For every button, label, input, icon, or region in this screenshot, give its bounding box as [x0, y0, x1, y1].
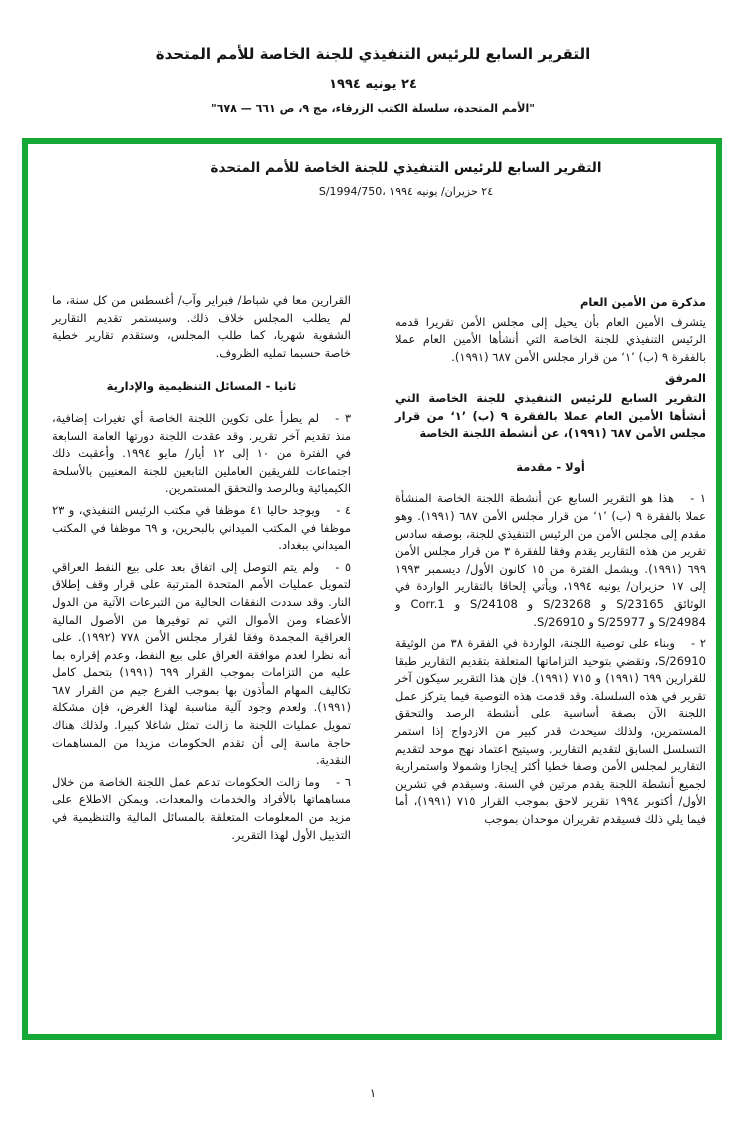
paragraph-6-text: وما زالت الحكومات تدعم عمل اللجنة الخاصة من خلال مساهماتها بالأفراد والخدمات والمعدات. ويمكن الاطلاع على مزيد من المعلومات المتعلقة بالمسائل المالية والتنظيمية في التذييل الأول لهذا التقرير.	[52, 774, 352, 842]
paragraph-6-number: ٦ -	[335, 774, 352, 789]
document-title: التقرير السابع للرئيس التنفيذي للجنة الخاصة للأمم المتحدة	[210, 160, 602, 176]
annex-title-paragraph: التقرير السابع للرئيس التنفيذي للجنة الخاصة التي أنشأها الأمين العام عملا بالفقرة ٩ (ب) ’١‘ من قرار مجلس الأمن ٦٨٧ (١٩٩١)، عن أنشطة اللجنة الخاصة	[395, 390, 706, 441]
page-number: ١	[369, 1086, 377, 1100]
column-left	[52, 292, 351, 848]
two-column-body	[28, 292, 716, 848]
paragraph-1-text: هذا هو التقرير السابع عن أنشطة اللجنة الخاصة المنشأة عملا بالفقرة ٩ (ب) ’١‘ من قرار مجلس الأمن ٦٨٧ (١٩٩١). وهو مقدم إلى مجلس الأمن من الرئيس التنفيذي للجنة، بوصفه سادس تقرير من هذه التقارير يقدم وفقا للفقرة ٣ من قرار مجلس الأمن ٦٩٩ (١٩٩١). ويشمل الفترة من ١٥ كانون الأول/ ديسمبر ١٩٩٣ إلى ١٧ حزيران/ يونيه ١٩٩٤، ويأتي إلحاقا بالتقارير الواردة في الوثائق S/23165 و S/23268 و S/24108 و Corr.1 و S/24984 و S/25977 و S/26910.	[395, 491, 707, 629]
paragraph-5-text: ولم يتم التوصل إلى اتفاق بعد على بيع النفط العراقي لتمويل عمليات الأمم المتحدة المترتبة على قرار وقف إطلاق النار. وقد سددت النفقات الحالية من التبرعات الآتية من الدول الأعضاء ومن الأموال التي تم توفيرها من الأصول المالية العراقية المجمدة وفقا لقرار مجلس الأمن ٧٧٨ (١٩٩٢). على أنه نظرا لعدم موافقة العراق على بيع النفط، وعدم إقراره بما عليه من التزامات بموجب القرار ٦٩٩ (١٩٩١) بتحمل كامل تكاليف المهام المأذون بها بموجب الفرع جيم من القرار ٦٨٧ (١٩٩١). ولعدم وجود آلية مناسبة لهذا الغرض، فإن مشكلة تمويل عمليات اللجنة ما زالت تمثل شاغلا كبيرا. ولذلك هناك حاجة ماسة إلى أن تقدم الحكومات مزيدا من المساهمات النقدية.	[52, 559, 352, 768]
note-paragraph: يتشرف الأمين العام بأن يحيل إلى مجلس الأمن تقريرا قدمه الرئيس التنفيذي للجنة الخاصة التي أنشأها الأمين العام عملا بالفقرة ٩ (ب) ’١‘ من قرار مجلس الأمن ٦٨٧ (١٩٩١).	[395, 314, 706, 364]
paragraph-1	[395, 490, 706, 631]
paragraph-4	[52, 502, 351, 555]
continuation-paragraph: القرارين معا في شباط/ فبراير وآب/ أغسطس من كل سنة، ما لم يطلب المجلس خلاف ذلك. وسيستمر تقديم التقارير الشفوية شهريا، كما طلب المجلس، وستقدم تقارير خطية خاصة حسبما تمليه الظروف.	[52, 293, 352, 360]
paragraph-2-number: ٢ -	[691, 636, 706, 651]
header-source-note: "الأمم المتحدة، سلسلة الكتب الزرقاء، مج ٩، ص ٦٦١ — ٦٧٨"	[211, 102, 535, 115]
paragraph-5-number: ٥ -	[335, 559, 352, 574]
paragraph-3-number: ٣ -	[335, 410, 352, 425]
column-right	[395, 292, 706, 848]
paragraph-4-text: ويوجد حاليا ٤١ موظفا في مكتب الرئيس التنفيذي، و ٢٣ موظفا في المكتب الميداني بالبحرين، و ٦٩ موظفا في المكتب الميداني ببغداد.	[52, 502, 352, 553]
annex-heading: المرفق	[664, 371, 706, 386]
paragraph-4-number: ٤ -	[336, 502, 352, 517]
paragraph-3-text: لم يطرأ على تكوين اللجنة الخاصة أي تغيرات إضافية، منذ تقديم آخر تقرير. وقد عقدت اللجنة دورتها العامة السابعة في الفترة من ١٠ إلى ١٢ أيار/ مايو ١٩٩٤. وأعقبت ذلك اجتماعات للفريقين العاملين التابعين للجنة المعنيين بالأسلحة الكيميائية وبالرصد والتحقق المستمرين.	[52, 410, 352, 496]
document-symbol-line: S/1994/750، ٢٤ حزيران/ يونيه ١٩٩٤	[318, 185, 494, 198]
document-header	[126, 158, 686, 198]
paragraph-3	[52, 410, 351, 498]
paragraph-2-text: وبناء على توصية اللجنة، الواردة في الفقرة ٣٨ من الوثيقة S/26910، وتقضي بتوحيد التزاماتها المتعلقة بتقديم التقارير طبقا للقرارين ٦٩٩ (١٩٩١) و ٧١٥ (١٩٩١). فإن هذا التقرير سيكون آخر تقرير في هذه السلسلة. وقد قدمت هذه التوصية فيما يتركز عمل اللجنة الآن بصفة أساسية على أنشطة الرصد والتحقق المستمرين، ولذلك سيحدث قدر كبير من الازدواج إذا استمر التسلسل السابق لتقديم التقارير. وسيتيح اعتماد نهج موحد لتقديم التقارير لمجلس الأمن وصفا خطيا أكثر إيجازا وشمولا واستمرارية لجميع أنشطة اللجنة يقدم مرتين في السنة. وسيقدم في تشرين الأول/ أكتوبر ١٩٩٤ تقرير لاحق بموجب القرار ٧١٥ (١٩٩١)، أما فيما يلي ذلك فسيقدم تقريران موحدان بموجب	[395, 636, 706, 827]
paragraph-6	[52, 774, 351, 844]
paragraph-5	[52, 559, 351, 770]
note-heading: مذكرة من الأمين العام	[579, 295, 706, 309]
paragraph-1-number: ١ -	[690, 491, 706, 506]
paragraph-2	[395, 635, 706, 829]
document-green-frame	[22, 138, 722, 1040]
section-1-heading: أولا - مقدمة	[516, 459, 585, 474]
header-date: ٢٤ يونيه ١٩٩٤	[329, 77, 417, 92]
page-header	[0, 44, 746, 115]
section-2-heading: ثانيا - المسائل التنظيمية والإدارية	[106, 379, 297, 394]
header-title: التقرير السابع للرئيس التنفيذي للجنة الخاصة للأمم المتحدة	[155, 45, 591, 63]
